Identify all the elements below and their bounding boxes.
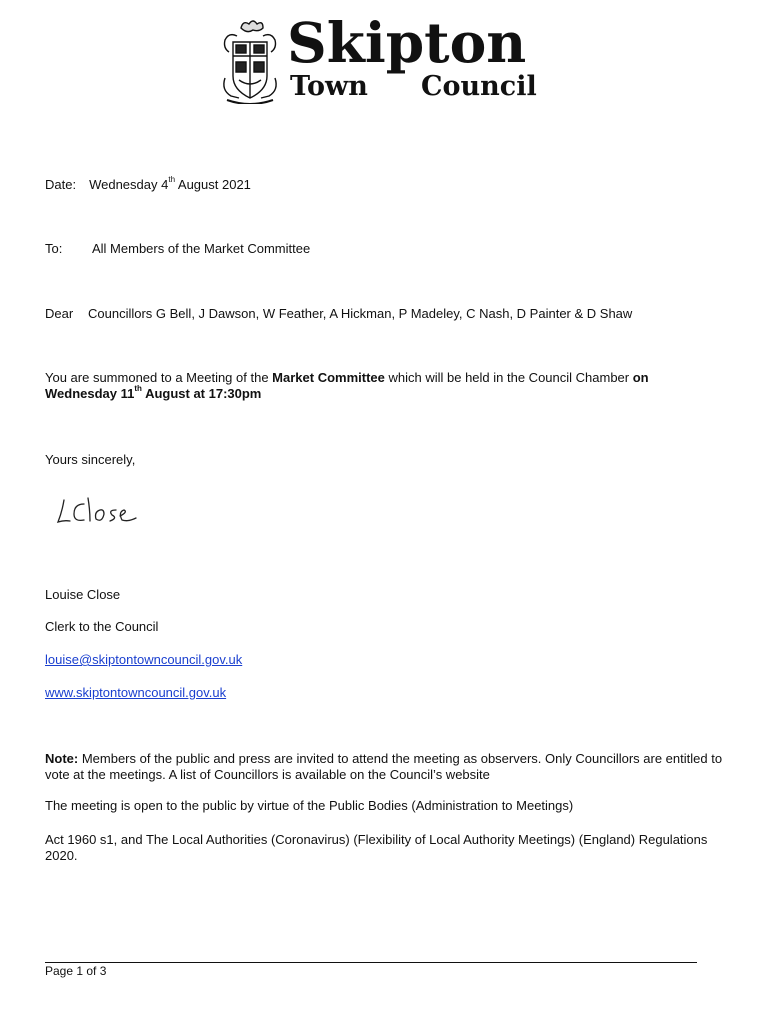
email-link-row: [45, 652, 242, 668]
salutation-value: Councillors G Bell, J Dawson, W Feather, A Hickman, P Madeley, C Nash, D Painter & D Shaw: [88, 306, 633, 321]
salutation-line: [45, 306, 632, 322]
committee-name: Market Committee: [272, 370, 385, 385]
to-label: To:: [45, 241, 63, 256]
to-value: All Members of the Market Committee: [92, 241, 311, 256]
page-number: Page 1 of 3: [45, 964, 107, 978]
date-ordinal: th: [168, 174, 176, 184]
summons-paragraph: [45, 370, 725, 402]
date-rest: August 2021: [175, 177, 251, 192]
council-crest-logo: [219, 18, 281, 104]
legislation-paragraph: Act 1960 s1, and The Local Authorities (Coronavirus) (Flexibility of Local Authority Meetings) (England) Regulations 2020.: [45, 832, 708, 863]
salutation-label: Dear: [45, 306, 74, 321]
recipient-line: [45, 241, 310, 257]
council-name-main: Skipton: [287, 10, 527, 75]
closing-line: Yours sincerely,: [45, 452, 136, 467]
summons-text-1: You are summoned to a Meeting of the: [45, 370, 273, 385]
note-label: Note:: [45, 751, 79, 766]
handwritten-signature: [50, 490, 150, 530]
public-access-paragraph: The meeting is open to the public by virtue of the Public Bodies (Administration to Meetings): [45, 798, 574, 813]
summons-text-2: which will be held in the Council Chamber: [384, 370, 633, 385]
date-line: [45, 174, 251, 193]
note-paragraph: [45, 751, 725, 783]
website-link[interactable]: www.skiptontowncouncil.gov.uk: [45, 685, 227, 700]
footer-divider: [45, 962, 697, 963]
meeting-date: Wednesday 11: [45, 386, 135, 401]
date-label: Date:: [45, 177, 77, 192]
council-name-town: Town: [290, 71, 368, 102]
signatory-name: Louise Close: [45, 587, 121, 602]
council-name-council: Council: [421, 71, 537, 102]
website-link-row: [45, 685, 226, 701]
note-text: Members of the public and press are invited to attend the meeting as observers. Only Councillors are entitled to vote at the meetings. A list of Councillors is available on the Council’s website: [45, 751, 723, 782]
signatory-title: Clerk to the Council: [45, 619, 159, 634]
meeting-date-ordinal: th: [134, 383, 142, 393]
meeting-time: August at 17:30pm: [141, 386, 262, 401]
email-link[interactable]: louise@skiptontowncouncil.gov.uk: [45, 652, 243, 667]
summons-on: on: [632, 370, 649, 385]
date-weekday: Wednesday 4: [89, 177, 169, 192]
